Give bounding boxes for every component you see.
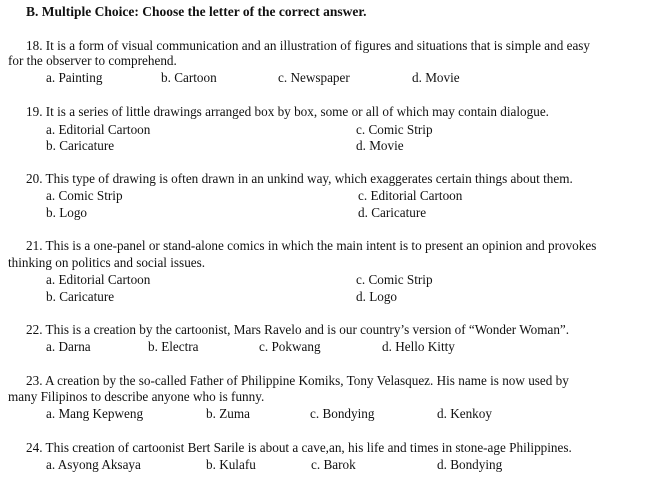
section-title: B. Multiple Choice: Choose the letter of the correct answer. (26, 4, 367, 19)
question-text: 23. A creation by the so-called Father of Philippine Komiks, Tony Velasquez. His name is now used by (26, 373, 569, 388)
option-d: d. Hello Kitty (382, 339, 455, 354)
question-text: 20. This type of drawing is often drawn in an unkind way, which exaggerates certain things about them. (26, 171, 573, 186)
option-a: a. Painting (46, 70, 103, 85)
option-d: d. Movie (356, 138, 404, 153)
option-d: d. Movie (412, 70, 460, 85)
option-a: a. Darna (46, 339, 91, 354)
option-c: c. Editorial Cartoon (358, 188, 463, 203)
option-b: b. Kulafu (206, 457, 256, 472)
option-b: b. Caricature (46, 138, 115, 153)
option-b: b. Electra (148, 339, 199, 354)
option-a: a. Asyong Aksaya (46, 457, 141, 472)
question-text-cont: many Filipinos to describe anyone who is funny. (8, 389, 265, 404)
option-c: c. Comic Strip (356, 272, 433, 287)
option-c: c. Bondying (310, 406, 375, 421)
option-a: a. Comic Strip (46, 188, 123, 203)
option-d: d. Kenkoy (437, 406, 492, 421)
question-text: 22. This is a creation by the cartoonist, Mars Ravelo and is our country’s version of “Wonder Woman”. (26, 322, 570, 337)
option-b: b. Caricature (46, 289, 115, 304)
option-b: b. Cartoon (161, 70, 217, 85)
question-text: 18. It is a form of visual communication and an illustration of figures and situations that is simple and easy (26, 38, 591, 53)
option-a: a. Editorial Cartoon (46, 272, 151, 287)
option-c: c. Pokwang (259, 339, 321, 354)
option-c: c. Barok (311, 457, 356, 472)
option-b: b. Logo (46, 205, 88, 220)
question-text: 21. This is a one-panel or stand-alone comics in which the main intent is to present an opinion and provokes (26, 238, 597, 253)
question-text: 19. It is a series of little drawings arranged box by box, some or all of which may contain dialogue. (26, 104, 549, 119)
option-c: c. Newspaper (278, 70, 350, 85)
option-a: a. Editorial Cartoon (46, 122, 151, 137)
option-d: d. Bondying (437, 457, 503, 472)
question-text-cont: thinking on politics and social issues. (8, 255, 206, 270)
option-d: d. Caricature (358, 205, 427, 220)
question-text: 24. This creation of cartoonist Bert Sarile is about a cave,an, his life and times in stone-age Philippines. (26, 440, 572, 455)
option-b: b. Zuma (206, 406, 250, 421)
option-d: d. Logo (356, 289, 398, 304)
option-c: c. Comic Strip (356, 122, 433, 137)
option-a: a. Mang Kepweng (46, 406, 144, 421)
question-text-cont: for the observer to comprehend. (8, 53, 177, 68)
